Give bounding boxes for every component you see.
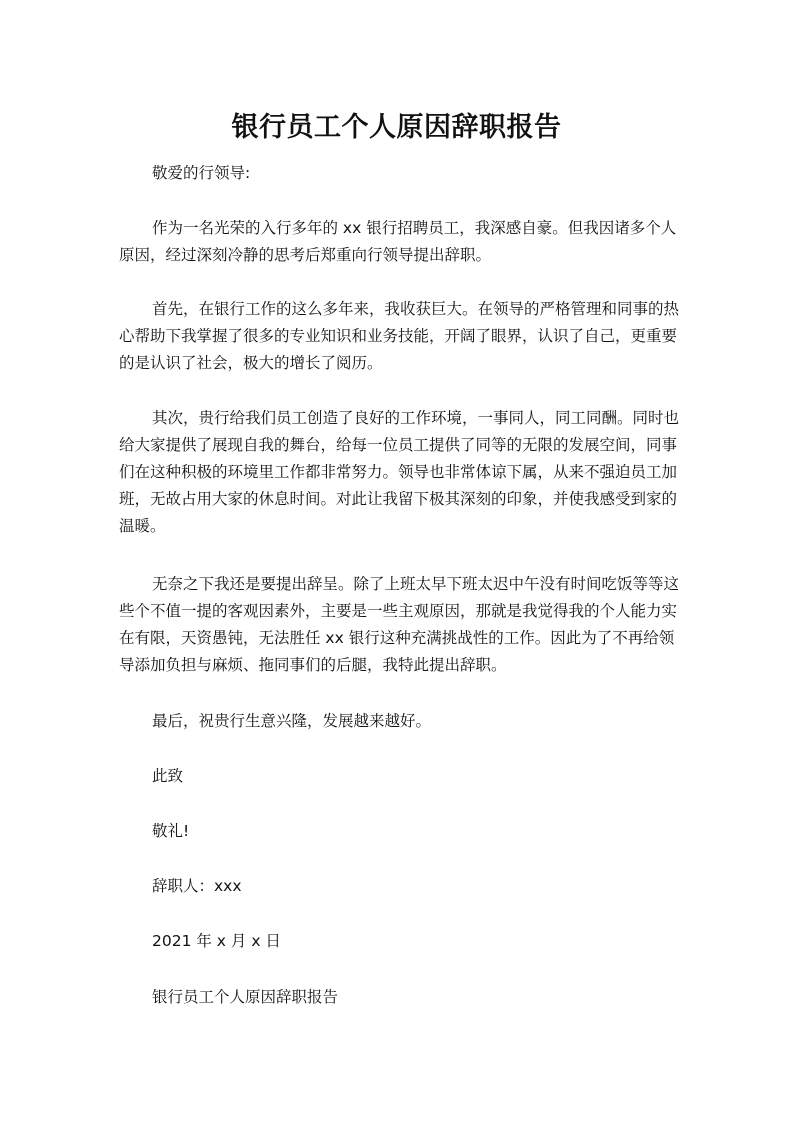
date: 2021 年 x 月 x 日 bbox=[152, 932, 281, 950]
regards-text: 敬礼! bbox=[152, 822, 190, 840]
footer-title: 银行员工个人原因辞职报告 bbox=[152, 988, 339, 1006]
salutation: 敬爱的行领导: bbox=[152, 164, 251, 182]
paragraph-2: 首先，在银行工作的这么多年来，我收获巨大。在领导的严格管理和同事的热心帮助下我掌握了很多的专业知识和业务技能，开阔了眼界，认识了自己，更重要的是认识了社会，极大的增长了阅历。 bbox=[119, 300, 680, 372]
paragraph-5: 最后，祝贵行生意兴隆，发展越来越好。 bbox=[152, 712, 432, 730]
paragraph-3: 其次，贵行给我们员工创造了良好的工作环境，一事同人，同工同酬。同时也给大家提供了展现自我的舞台，给每一位员工提供了同等的无限的发展空间，同事们在这种积极的环境里工作都非常努力。领导也非常体谅下属，从来不强迫员工加班，无故占用大家的休息时间。对此让我留下极其深刻的印象，并使我感受到家的温暖。 bbox=[119, 409, 680, 535]
paragraph-4: 无奈之下我还是要提出辞呈。除了上班太早下班太迟中午没有时间吃饭等等这些个不值一提的客观因素外，主要是一些主观原因，那就是我觉得我的个人能力实在有限，天资愚钝，无法胜任 xx 银行这种充满挑战性的工作。因此为了不再给领导添加负担与麻烦、拖同事们的后腿，我特此提出辞职。 bbox=[119, 575, 680, 674]
signature: 辞职人：xxx bbox=[152, 877, 242, 895]
closing-text: 此致 bbox=[152, 767, 184, 785]
paragraph-1: 作为一名光荣的入行多年的 xx 银行招聘员工，我深感自豪。但我因诸多个人原因，经过深刻冷静的思考后郑重向行领导提出辞职。 bbox=[119, 219, 677, 264]
document-title: 银行员工个人原因辞职报告 bbox=[231, 112, 562, 143]
